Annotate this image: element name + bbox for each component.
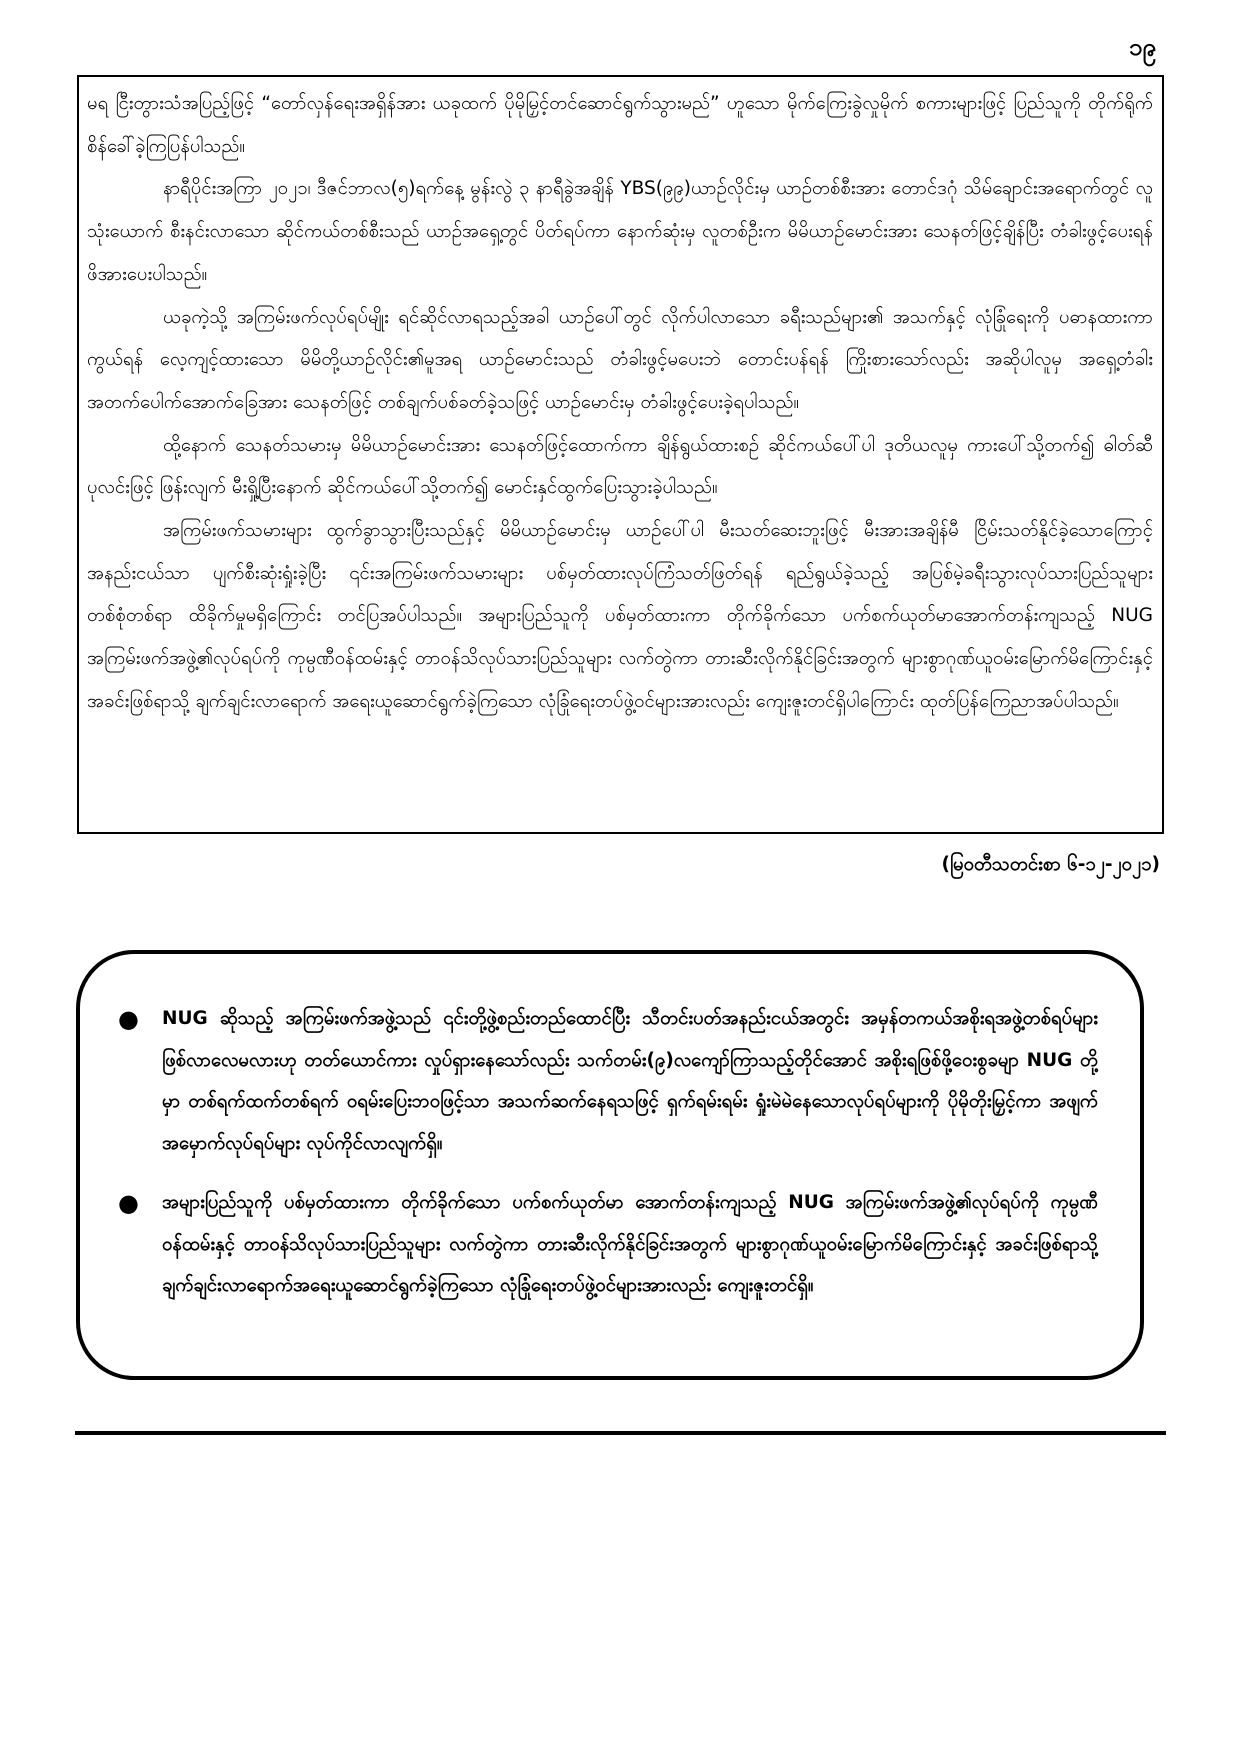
summary-bullet-text: NUG ဆိုသည့် အကြမ်းဖက်အဖွဲ့သည် ၎င်းတို့ဖွဲ့စည်းတည်ထောင်ပြီး သီတင်းပတ်အနည်းငယ်အတွင်း အမှန်တကယ်အစိုးရအဖွဲ့တစ်ရပ်များ ဖြစ်လာလေမလားဟု တတ်ယောင်ကား လှုပ်ရှားနေသော်လည်း သက်တမ်း(၉)လကျော်ကြာသည့်တိုင်အောင် အစိုးရဖြစ်ဖို့ဝေးစွခမျာ NUG တို့မှာ တစ်ရက်ထက်တစ်ရက် ဝရမ်းပြေးဘဝဖြင့်သာ အသက်ဆက်နေရသဖြင့် ရှက်ရမ်းရမ်း ရှုံးမဲမဲနေသောလုပ်ရပ်များကို ပိုမိုတိုးမြှင့်ကာ အဖျက်အမှောက်လုပ်ရပ်များ လုပ်ကိုင်လာလျက်ရှိ။ xyxy=(162,1008,1098,1154)
source-citation: (မြဝတီသတင်းစာ ၆-၁၂-၂၀၂၁) xyxy=(941,854,1160,875)
article-paragraph-3: ယခုကဲ့သို့ အကြမ်းဖက်လုပ်ရပ်မျိုး ရင်ဆိုင်လာရသည့်အခါ ယာဉ်ပေါ်တွင် လိုက်ပါလာသော ခရီးသည်များ၏ အသက်နှင့် လုံခြုံရေးကို ပဓာနထားကာကွယ်ရန် လေ့ကျင့်ထားသော မိမိတို့ယာဉ်လိုင်း၏မူအရ ယာဉ်မောင်းသည် တံခါးဖွင့်မပေးဘဲ တောင်းပန်ရန် ကြိုးစားသော်လည်း အဆိုပါလူမှ အရှေ့တံခါးအတက်ပေါက်အောက်ခြေအား သေနတ်ဖြင့် တစ်ချက်ပစ်ခတ်ခဲ့သဖြင့် ယာဉ်မောင်းမှ တံခါးဖွင့်ပေးခဲ့ရပါသည်။ xyxy=(87,306,1153,413)
article-paragraph-4: ထို့နောက် သေနတ်သမားမှ မိမိယာဉ်မောင်းအား သေနတ်ဖြင့်ထောက်ကာ ချိန်ရွယ်ထားစဉ် ဆိုင်ကယ်ပေါ်ပါ ဒုတိယလူမှ ကားပေါ်သို့တက်၍ ဓါတ်ဆီပုလင်းဖြင့် ဖြန်းလျက် မီးရှို့ပြီးနောက် ဆိုင်ကယ်ပေါ်သို့တက်၍ မောင်းနှင်ထွက်ပြေးသွားခဲ့ပါသည်။ xyxy=(87,434,1153,499)
bullet-dot-icon: ● xyxy=(118,1005,139,1033)
article-box xyxy=(77,75,1164,834)
article-paragraph-5: အကြမ်းဖက်သမားများ ထွက်ခွာသွားပြီးသည်နှင့် မိမိယာဉ်မောင်းမှ ယာဉ်ပေါ်ပါ မီးသတ်ဆေးဘူးဖြင့် မီးအားအချိန်မီ ငြိမ်းသတ်နိုင်ခဲ့သောကြောင့် အနည်းငယ်သာ ပျက်စီးဆုံးရှုံးခဲ့ပြီး ၎င်းအကြမ်းဖက်သမားများ ပစ်မှတ်ထားလုပ်ကြံသတ်ဖြတ်ရန် ရည်ရွယ်ခဲ့သည့် အပြစ်မဲ့ခရီးသွားလုပ်သားပြည်သူများ တစ်စုံတစ်ရာ ထိခိုက်မှုမရှိကြောင်း တင်ပြအပ်ပါသည်။ အများပြည်သူကို ပစ်မှတ်ထားကာ တိုက်ခိုက်သော ပက်စက်ယုတ်မာအောက်တန်းကျသည့် NUG အကြမ်းဖက်အဖွဲ့၏လုပ်ရပ်ကို ကုမ္ပဏီဝန်ထမ်းနှင့် တာဝန်သိလုပ်သားပြည်သူများ လက်တွဲကာ တားဆီးလိုက်နိုင်ခြင်းအတွက် များစွာဂုဏ်ယူဝမ်းမြောက်မိကြောင်းနှင့် အခင်းဖြစ်ရာသို့ ချက်ချင်းလာရောက် အရေးယူဆောင်ရွက်ခဲ့ကြသော လုံခြုံရေးတပ်ဖွဲ့ဝင်များအားလည်း ကျေးဇူးတင်ရှိပါကြောင်း ထုတ်ပြန်ကြေညာအပ်ပါသည်။ xyxy=(87,520,1153,712)
bullet-dot-icon: ● xyxy=(118,1189,139,1217)
summary-box xyxy=(76,950,1144,1380)
article-paragraph-2: နာရီပိုင်းအကြာ ၂၀၂၁၊ ဒီဇင်ဘာလ(၅)ရက်နေ့ မွန်းလွဲ ၃ နာရီခွဲအချိန် YBS(၉၉)ယာဉ်လိုင်းမှ ယာဉ်တစ်စီးအား တောင်ဒဂုံ သိမ်ချောင်းအရောက်တွင် လူသုံးယောက် စီးနင်းလာသော ဆိုင်ကယ်တစ်စီးသည် ယာဉ်အရှေ့တွင် ပိတ်ရပ်ကာ နောက်ဆုံးမှ လူတစ်ဦးက မိမိယာဉ်မောင်းအား သေနတ်ဖြင့်ချိန်ပြီး တံခါးဖွင့်ပေးရန် ဖိအားပေးပါသည်။ xyxy=(87,178,1153,285)
summary-bullet-item xyxy=(118,998,1098,1164)
summary-bullet-text: အများပြည်သူကို ပစ်မှတ်ထားကာ တိုက်ခိုက်သော ပက်စက်ယုတ်မာ အောက်တန်းကျသည့် NUG အကြမ်းဖက်အဖွဲ့၏လုပ်ရပ်ကို ကုမ္ပဏီဝန်ထမ်းနှင့် တာဝန်သိလုပ်သားပြည်သူများ လက်တွဲကာ တားဆီးလိုက်နိုင်ခြင်းအတွက် များစွာဂုဏ်ယူဝမ်းမြောက်မိကြောင်းနှင့် အခင်းဖြစ်ရာသို့ ချက်ချင်းလာရောက်အရေးယူဆောင်ရွက်ခဲ့ကြသော လုံခြုံရေးတပ်ဖွဲ့ဝင်များအားလည်း ကျေးဇူးတင်ရှိ။ xyxy=(162,1192,1098,1296)
summary-bullet-item xyxy=(118,1182,1098,1307)
bottom-divider xyxy=(75,1431,1166,1435)
article-paragraph-1: မရ ငြီးတွားသံအပြည့်ဖြင့် “တော်လှန်ရေးအရှိန်အား ယခုထက် ပိုမိုမြှင့်တင်ဆောင်ရွက်သွားမည်” ဟူသော မိုက်ကြေးခွဲလှုမိုက် စကားများဖြင့် ပြည်သူကို တိုက်ရိုက်စိန်ခေါ်ခဲ့ကြပြန်ပါသည်။ xyxy=(87,93,1153,157)
page-number: ၁၉ xyxy=(1129,33,1156,61)
